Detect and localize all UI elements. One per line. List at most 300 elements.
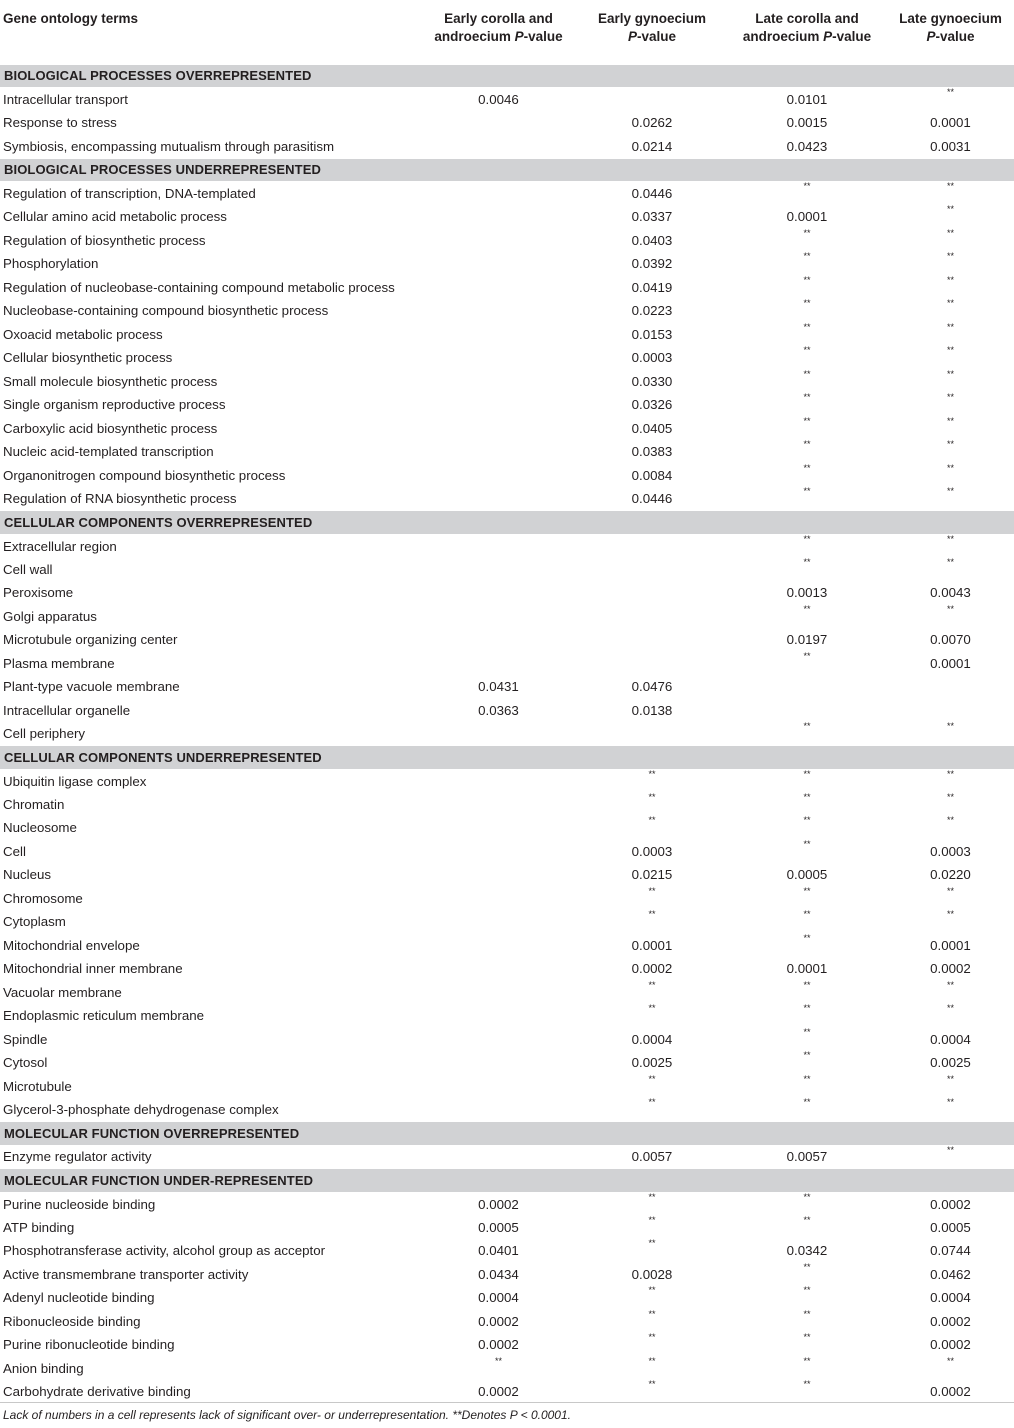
pvalue-cell xyxy=(420,981,577,1005)
term-cell: Regulation of transcription, DNA-templated xyxy=(3,186,256,201)
table-row xyxy=(0,675,1014,699)
pvalue-cell xyxy=(420,1098,577,1122)
pvalue-cell: 0.0025 xyxy=(930,1055,971,1071)
pvalue-cell xyxy=(420,182,577,206)
pvalue-cell: 0.0001 xyxy=(930,937,971,953)
pvalue-cell: 0.0046 xyxy=(478,92,519,107)
pvalue-cell xyxy=(420,346,577,370)
pvalue-cell xyxy=(420,887,577,911)
pvalue-cell: ** xyxy=(803,603,811,614)
pvalue-cell xyxy=(420,605,577,629)
pvalue-cell: 0.0383 xyxy=(631,444,673,460)
pvalue-cell: ** xyxy=(648,1379,656,1389)
pvalue-cell: ** xyxy=(946,533,954,544)
table-header xyxy=(0,0,1014,64)
pvalue-cell: 0.0153 xyxy=(631,326,673,342)
table-row xyxy=(0,1051,1014,1075)
table-row xyxy=(0,1216,1014,1240)
pvalue-cell: 0.0434 xyxy=(478,1266,519,1282)
pvalue-cell: 0.0446 xyxy=(631,186,673,201)
pvalue-cell: 0.0262 xyxy=(631,115,673,131)
pvalue-cell: 0.0002 xyxy=(930,1313,971,1329)
section-header-row xyxy=(0,1122,1014,1146)
term-cell: Adenyl nucleotide binding xyxy=(3,1290,155,1306)
pvalue-cell xyxy=(420,558,577,582)
table-row xyxy=(0,957,1014,981)
term-cell: Glycerol-3-phosphate dehydrogenase complex xyxy=(3,1102,279,1117)
table-row xyxy=(0,464,1014,488)
pvalue-cell: ** xyxy=(648,979,656,990)
pvalue-cell: ** xyxy=(803,1379,811,1389)
pvalue-cell: 0.0476 xyxy=(631,679,673,695)
table-row xyxy=(0,863,1014,887)
pvalue-cell: 0.0070 xyxy=(930,632,971,648)
section-header-row xyxy=(0,511,1014,535)
pvalue-cell: 0.0015 xyxy=(786,115,828,131)
pvalue-cell: ** xyxy=(803,298,811,308)
term-cell: Cytoplasm xyxy=(3,914,66,930)
table-row xyxy=(0,393,1014,417)
pvalue-cell: 0.0215 xyxy=(631,867,673,883)
pvalue-cell: 0.0004 xyxy=(478,1290,519,1306)
pvalue-cell: ** xyxy=(494,1355,502,1366)
table-row xyxy=(0,182,1014,206)
pvalue-cell: ** xyxy=(803,838,811,849)
pvalue-cell xyxy=(577,558,727,582)
table-row xyxy=(0,652,1014,676)
table-row xyxy=(0,1286,1014,1310)
pvalue-cell: ** xyxy=(946,462,954,473)
pvalue-cell: 0.0401 xyxy=(478,1243,519,1259)
pvalue-cell: ** xyxy=(803,556,811,567)
term-cell: Mitochondrial inner membrane xyxy=(3,961,183,977)
footnote-divider xyxy=(0,1402,1014,1403)
table-row xyxy=(0,205,1014,229)
term-cell: Nucleosome xyxy=(3,820,77,836)
pvalue-cell: ** xyxy=(648,1003,656,1013)
pvalue-cell: ** xyxy=(648,1332,656,1342)
footnote: Lack of numbers in a cell represents lack of significant over- or underrepresentation. **Denotes P < 0.0001. xyxy=(3,1408,571,1422)
pvalue-cell: ** xyxy=(803,909,811,919)
pvalue-cell: ** xyxy=(803,274,811,285)
pvalue-cell xyxy=(420,299,577,323)
term-cell: Intracellular transport xyxy=(3,92,128,107)
pvalue-cell: ** xyxy=(946,321,954,332)
pvalue-cell: 0.0002 xyxy=(930,1196,971,1212)
term-cell: Plasma membrane xyxy=(3,655,115,671)
term-cell: Purine ribonucleotide binding xyxy=(3,1337,175,1353)
pvalue-cell xyxy=(887,675,1014,699)
table-row xyxy=(0,793,1014,817)
pvalue-cell xyxy=(727,699,887,723)
pvalue-cell: ** xyxy=(803,1308,811,1319)
term-cell: Cell wall xyxy=(3,561,53,577)
pvalue-cell: ** xyxy=(803,1332,811,1342)
pvalue-cell: 0.0002 xyxy=(631,961,673,977)
term-cell: Phosphotransferase activity, alcohol group as acceptor xyxy=(3,1243,326,1259)
pvalue-cell: 0.0013 xyxy=(786,585,828,601)
term-cell: Anion binding xyxy=(3,1360,84,1376)
pvalue-cell xyxy=(420,934,577,958)
pvalue-cell: ** xyxy=(946,368,954,379)
section-header-row xyxy=(0,746,1014,770)
pvalue-cell xyxy=(420,534,577,558)
table-row xyxy=(0,229,1014,253)
table-row xyxy=(0,558,1014,582)
term-cell: Extracellular region xyxy=(3,538,117,554)
pvalue-cell xyxy=(420,205,577,229)
pvalue-cell xyxy=(420,487,577,511)
term-cell: Organonitrogen compound biosynthetic process xyxy=(3,467,286,483)
pvalue-cell: 0.0025 xyxy=(631,1055,673,1071)
pvalue-cell: 0.0462 xyxy=(930,1266,971,1282)
pvalue-cell: ** xyxy=(648,1097,656,1107)
table-row xyxy=(0,1310,1014,1334)
section-title: MOLECULAR FUNCTION UNDER-REPRESENTED xyxy=(0,1169,1014,1193)
pvalue-cell: ** xyxy=(803,1261,811,1272)
pvalue-cell xyxy=(420,440,577,464)
pvalue-cell: ** xyxy=(946,181,954,191)
pvalue-cell: 0.0001 xyxy=(930,655,971,671)
term-cell: ATP binding xyxy=(3,1219,75,1235)
table-row xyxy=(0,440,1014,464)
pvalue-cell: ** xyxy=(946,815,954,825)
pvalue-cell: 0.0744 xyxy=(930,1243,971,1259)
term-cell: Mitochondrial envelope xyxy=(3,937,140,953)
pvalue-cell xyxy=(420,793,577,817)
pvalue-cell: ** xyxy=(648,1285,656,1295)
header-early-corolla-label: Early corolla and androecium P-value xyxy=(434,11,563,44)
pvalue-cell: ** xyxy=(803,1355,811,1366)
header-gene-ontology-terms: Gene ontology terms xyxy=(3,11,139,26)
pvalue-cell: ** xyxy=(803,650,811,661)
term-cell: Vacuolar membrane xyxy=(3,984,122,1000)
pvalue-cell: ** xyxy=(648,1214,656,1225)
pvalue-cell: 0.0001 xyxy=(930,115,971,131)
pvalue-cell xyxy=(420,1075,577,1099)
table-row xyxy=(0,1333,1014,1357)
pvalue-cell: 0.0330 xyxy=(631,373,673,389)
term-cell: Nucleus xyxy=(3,867,52,883)
pvalue-cell: 0.0002 xyxy=(930,1384,971,1400)
pvalue-cell: 0.0003 xyxy=(631,843,673,859)
pvalue-cell: ** xyxy=(803,1073,811,1084)
pvalue-cell: ** xyxy=(803,768,811,779)
pvalue-cell xyxy=(420,1051,577,1075)
term-cell: Cellular amino acid metabolic process xyxy=(3,209,227,225)
pvalue-cell: ** xyxy=(803,368,811,379)
table-row xyxy=(0,88,1014,112)
pvalue-cell xyxy=(420,957,577,981)
pvalue-cell: 0.0446 xyxy=(631,491,673,506)
table-row xyxy=(0,699,1014,723)
pvalue-cell: ** xyxy=(803,533,811,544)
pvalue-cell: ** xyxy=(803,815,811,825)
section-title: BIOLOGICAL PROCESSES UNDERREPRESENTED xyxy=(0,158,1014,182)
pvalue-cell xyxy=(420,276,577,300)
header-late-gynoecium xyxy=(887,0,1014,64)
table-row xyxy=(0,910,1014,934)
pvalue-cell xyxy=(577,605,727,629)
section-title: MOLECULAR FUNCTION OVERREPRESENTED xyxy=(0,1122,1014,1146)
pvalue-cell: ** xyxy=(648,1355,656,1366)
table-row xyxy=(0,605,1014,629)
term-cell: Ribonucleoside binding xyxy=(3,1313,141,1329)
pvalue-cell xyxy=(420,370,577,394)
pvalue-cell: ** xyxy=(946,768,954,779)
table-body xyxy=(0,64,1014,1404)
table-row xyxy=(0,581,1014,605)
table-row xyxy=(0,370,1014,394)
term-cell: Carboxylic acid biosynthetic process xyxy=(3,420,218,436)
pvalue-cell: 0.0003 xyxy=(930,843,971,859)
pvalue-cell: ** xyxy=(803,345,811,355)
pvalue-cell xyxy=(420,840,577,864)
pvalue-cell: ** xyxy=(946,415,954,426)
pvalue-cell: ** xyxy=(648,768,656,779)
pvalue-cell xyxy=(577,88,727,112)
pvalue-cell: 0.0419 xyxy=(631,279,673,295)
header-early-gynoecium-label: Early gynoecium P-value xyxy=(597,11,707,44)
table-row xyxy=(0,111,1014,135)
pvalue-cell: 0.0004 xyxy=(631,1031,673,1047)
pvalue-cell xyxy=(420,393,577,417)
pvalue-cell: ** xyxy=(803,486,811,496)
pvalue-cell xyxy=(577,581,727,605)
table-row xyxy=(0,1357,1014,1381)
pvalue-cell: ** xyxy=(803,227,811,238)
section-header-row xyxy=(0,64,1014,88)
table-row xyxy=(0,934,1014,958)
pvalue-cell: 0.0002 xyxy=(478,1313,519,1329)
pvalue-cell xyxy=(420,229,577,253)
term-cell: Small molecule biosynthetic process xyxy=(3,373,218,389)
pvalue-cell xyxy=(420,464,577,488)
pvalue-cell: 0.0005 xyxy=(478,1219,519,1235)
term-cell: Enzyme regulator activity xyxy=(3,1149,152,1165)
pvalue-cell: 0.0028 xyxy=(631,1266,673,1282)
pvalue-cell: ** xyxy=(803,1097,811,1107)
pvalue-cell xyxy=(577,534,727,558)
pvalue-cell: ** xyxy=(946,603,954,614)
pvalue-cell: 0.0337 xyxy=(631,209,673,225)
pvalue-cell: ** xyxy=(648,1238,656,1248)
pvalue-cell xyxy=(420,1145,577,1169)
pvalue-cell: ** xyxy=(803,392,811,402)
pvalue-cell: ** xyxy=(803,979,811,990)
term-cell: Chromosome xyxy=(3,890,83,906)
header-late-corolla-label: Late corolla and androecium P-value xyxy=(742,11,872,44)
pvalue-cell: ** xyxy=(803,932,811,943)
pvalue-cell: ** xyxy=(803,321,811,332)
pvalue-cell: 0.0004 xyxy=(930,1031,971,1047)
pvalue-cell xyxy=(420,910,577,934)
pvalue-cell: ** xyxy=(946,1073,954,1084)
pvalue-cell xyxy=(420,1028,577,1052)
pvalue-cell: 0.0326 xyxy=(631,397,673,413)
pvalue-cell: ** xyxy=(803,885,811,896)
table-row xyxy=(0,323,1014,347)
table-row xyxy=(0,346,1014,370)
header-late-corolla xyxy=(727,0,887,64)
pvalue-cell: 0.0003 xyxy=(631,350,673,366)
term-cell: Nucleic acid-templated transcription xyxy=(3,444,214,460)
pvalue-cell: ** xyxy=(946,298,954,308)
pvalue-cell xyxy=(420,769,577,793)
term-cell: Oxoacid metabolic process xyxy=(3,326,163,342)
pvalue-cell xyxy=(420,111,577,135)
pvalue-cell: ** xyxy=(946,204,954,214)
header-early-corolla xyxy=(420,0,577,64)
pvalue-cell: ** xyxy=(946,486,954,496)
pvalue-cell: 0.0423 xyxy=(786,138,828,154)
pvalue-cell: ** xyxy=(946,979,954,990)
pvalue-cell xyxy=(577,652,727,676)
pvalue-cell: 0.0084 xyxy=(631,467,673,483)
term-cell: Cellular biosynthetic process xyxy=(3,350,173,366)
pvalue-cell: ** xyxy=(803,181,811,191)
table-row xyxy=(0,981,1014,1005)
pvalue-cell xyxy=(420,722,577,746)
pvalue-cell: ** xyxy=(648,1308,656,1319)
pvalue-cell xyxy=(420,252,577,276)
pvalue-cell xyxy=(420,1004,577,1028)
term-cell: Cell periphery xyxy=(3,726,86,741)
section-title: BIOLOGICAL PROCESSES OVERREPRESENTED xyxy=(0,64,1014,88)
pvalue-cell: ** xyxy=(946,721,954,731)
pvalue-cell: 0.0057 xyxy=(786,1149,828,1165)
term-cell: Carbohydrate derivative binding xyxy=(3,1384,191,1400)
pvalue-cell: ** xyxy=(803,791,811,802)
pvalue-cell xyxy=(420,816,577,840)
pvalue-cell: ** xyxy=(803,415,811,426)
pvalue-cell: 0.0002 xyxy=(478,1337,519,1353)
pvalue-cell: ** xyxy=(648,1073,656,1084)
section-header-row xyxy=(0,158,1014,182)
term-cell: Active transmembrane transporter activity xyxy=(3,1266,249,1282)
table-row xyxy=(0,1028,1014,1052)
pvalue-cell: ** xyxy=(946,556,954,567)
pvalue-cell: 0.0002 xyxy=(478,1196,519,1212)
pvalue-cell: 0.0197 xyxy=(786,632,828,648)
pvalue-cell: 0.0002 xyxy=(930,1337,971,1353)
pvalue-cell: 0.0043 xyxy=(930,585,971,601)
pvalue-cell: 0.0403 xyxy=(631,232,673,248)
pvalue-cell: ** xyxy=(803,251,811,261)
pvalue-cell: ** xyxy=(946,791,954,802)
term-cell: Microtubule xyxy=(3,1078,72,1094)
pvalue-cell: 0.0220 xyxy=(930,867,971,883)
section-header-row xyxy=(0,1169,1014,1193)
pvalue-cell: ** xyxy=(946,1097,954,1107)
header-late-gynoecium-label: Late gynoecium P-value xyxy=(899,11,1002,44)
table-row xyxy=(0,299,1014,323)
table-row xyxy=(0,1239,1014,1263)
table-row xyxy=(0,722,1014,746)
pvalue-cell: ** xyxy=(803,1003,811,1013)
term-cell: Regulation of biosynthetic process xyxy=(3,232,206,248)
table-row xyxy=(0,1098,1014,1122)
pvalue-cell: ** xyxy=(648,815,656,825)
term-cell: Response to stress xyxy=(3,115,117,131)
pvalue-cell: ** xyxy=(803,439,811,449)
pvalue-cell: ** xyxy=(803,1050,811,1060)
pvalue-cell: 0.0002 xyxy=(478,1384,519,1400)
pvalue-cell xyxy=(420,863,577,887)
term-cell: Endoplasmic reticulum membrane xyxy=(3,1008,205,1024)
pvalue-cell xyxy=(420,323,577,347)
term-cell: Ubiquitin ligase complex xyxy=(3,773,147,789)
pvalue-cell: 0.0001 xyxy=(631,937,673,953)
pvalue-cell: 0.0363 xyxy=(478,702,519,718)
pvalue-cell: 0.0005 xyxy=(786,867,828,883)
pvalue-cell xyxy=(577,628,727,652)
pvalue-cell: ** xyxy=(803,1026,811,1037)
pvalue-cell: ** xyxy=(946,909,954,919)
term-cell: Peroxisome xyxy=(3,585,74,601)
term-cell: Purine nucleoside binding xyxy=(3,1196,156,1212)
table-row xyxy=(0,252,1014,276)
pvalue-cell: 0.0405 xyxy=(631,420,673,436)
pvalue-cell xyxy=(420,628,577,652)
pvalue-cell: ** xyxy=(946,87,954,97)
pvalue-cell: ** xyxy=(803,1191,811,1202)
pvalue-cell: 0.0004 xyxy=(930,1290,971,1306)
table-row xyxy=(0,417,1014,441)
pvalue-cell: ** xyxy=(946,1144,954,1155)
pvalue-cell: 0.0431 xyxy=(478,679,519,695)
section-title: CELLULAR COMPONENTS UNDERREPRESENTED xyxy=(0,746,1014,770)
table-row xyxy=(0,487,1014,511)
term-cell: Phosphorylation xyxy=(3,256,99,272)
term-cell: Plant-type vacuole membrane xyxy=(3,679,180,695)
term-cell: Cytosol xyxy=(3,1055,48,1071)
pvalue-cell xyxy=(887,699,1014,723)
pvalue-cell: 0.0392 xyxy=(631,256,673,272)
table-row xyxy=(0,628,1014,652)
pvalue-cell: ** xyxy=(648,791,656,802)
pvalue-cell xyxy=(420,581,577,605)
table-row xyxy=(0,276,1014,300)
table-row xyxy=(0,534,1014,558)
pvalue-cell: 0.0223 xyxy=(631,303,673,319)
pvalue-cell: ** xyxy=(946,1003,954,1013)
pvalue-cell: 0.0057 xyxy=(631,1149,673,1165)
pvalue-cell xyxy=(420,135,577,159)
table-row xyxy=(0,1380,1014,1404)
term-cell: Intracellular organelle xyxy=(3,702,131,718)
pvalue-cell xyxy=(577,722,727,746)
pvalue-cell: ** xyxy=(803,1285,811,1295)
term-cell: Spindle xyxy=(3,1031,48,1047)
pvalue-cell: 0.0001 xyxy=(786,961,828,977)
pvalue-cell: 0.0214 xyxy=(631,138,673,154)
table-row xyxy=(0,769,1014,793)
table-row xyxy=(0,1004,1014,1028)
pvalue-cell xyxy=(420,652,577,676)
pvalue-cell xyxy=(727,675,887,699)
term-cell: Chromatin xyxy=(3,796,65,812)
pvalue-cell: 0.0005 xyxy=(930,1219,971,1235)
pvalue-cell: ** xyxy=(648,909,656,919)
pvalue-cell: 0.0342 xyxy=(786,1243,828,1259)
pvalue-cell: ** xyxy=(946,885,954,896)
table-row xyxy=(0,816,1014,840)
table-row xyxy=(0,135,1014,159)
pvalue-cell: ** xyxy=(803,721,811,731)
pvalue-cell: ** xyxy=(946,227,954,238)
pvalue-cell xyxy=(420,417,577,441)
